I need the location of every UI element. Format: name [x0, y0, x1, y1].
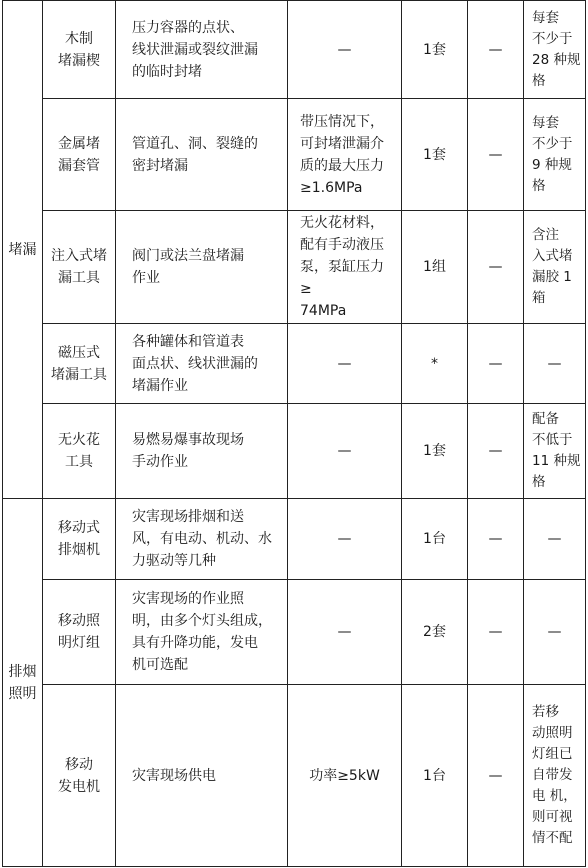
param-cell: 带压情况下， 可封堵泄漏介 质的最大压力 ≥1.6MPa	[288, 99, 402, 211]
name-cell: 木制 堵漏楔	[43, 1, 116, 99]
unit-cell: —	[468, 99, 524, 211]
purpose-cell: 灾害现场的作业照 明，由多个灯头组成， 具有升降功能，发电 机可选配	[116, 580, 288, 685]
table-row	[3, 211, 586, 324]
param-cell: —	[288, 499, 402, 580]
purpose-cell: 易燃易爆事故现场 手动作业	[116, 404, 288, 499]
name-cell: 移动 发电机	[43, 685, 116, 867]
unit-cell: —	[468, 685, 524, 867]
name-cell: 无火花 工具	[43, 404, 116, 499]
purpose-cell: 压力容器的点状、 线状泄漏或裂纹泄漏 的临时封堵	[116, 1, 288, 99]
category-cell	[3, 499, 43, 867]
table-row	[3, 499, 586, 580]
category-label: 堵漏	[8, 241, 37, 258]
qty-cell: 1套	[402, 404, 468, 499]
qty-cell: 1组	[402, 211, 468, 324]
purpose-cell: 灾害现场供电	[116, 685, 288, 867]
qty-cell: 1台	[402, 685, 468, 867]
name-cell: 注入式堵 漏工具	[43, 211, 116, 324]
qty-cell: 2套	[402, 580, 468, 685]
qty-cell: 1台	[402, 499, 468, 580]
table-row	[3, 685, 586, 867]
note-cell: —	[524, 324, 586, 404]
unit-cell: —	[468, 211, 524, 324]
param-cell: 功率≥5kW	[288, 685, 402, 867]
name-cell: 移动式 排烟机	[43, 499, 116, 580]
name-cell: 金属堵 漏套管	[43, 99, 116, 211]
purpose-cell: 阀门或法兰盘堵漏 作业	[116, 211, 288, 324]
note-cell: 每套 不少于 28 种规 格	[524, 1, 586, 99]
category-label: 排烟 照明	[8, 663, 37, 702]
unit-cell: —	[468, 580, 524, 685]
note-cell: 配备 不低于 11 种规 格	[524, 404, 586, 499]
param-cell: 无火花材料， 配有手动液压 泵，泵缸压力≥ 74MPa	[288, 211, 402, 324]
purpose-cell: 灾害现场排烟和送 风，有电动、机动、水 力驱动等几种	[116, 499, 288, 580]
note-cell: —	[524, 580, 586, 685]
purpose-cell: 管道孔、洞、裂缝的 密封堵漏	[116, 99, 288, 211]
unit-cell: —	[468, 324, 524, 404]
note-cell: 含注 入式堵 漏胶 1 箱	[524, 211, 586, 324]
note-cell: —	[524, 499, 586, 580]
table-row	[3, 404, 586, 499]
table-row	[3, 580, 586, 685]
qty-cell: *	[402, 324, 468, 404]
table-row	[3, 1, 586, 99]
param-cell: —	[288, 580, 402, 685]
name-cell: 移动照 明灯组	[43, 580, 116, 685]
unit-cell: —	[468, 499, 524, 580]
category-cell	[3, 1, 43, 499]
purpose-cell: 各种罐体和管道表 面点状、线状泄漏的 堵漏作业	[116, 324, 288, 404]
equipment-table	[2, 0, 586, 867]
qty-cell: 1套	[402, 99, 468, 211]
note-cell: 若移 动照明 灯组已 自带发 电 机， 则可视 情不配	[524, 685, 586, 867]
unit-cell: —	[468, 404, 524, 499]
note-cell: 每套 不少于 9 种规 格	[524, 99, 586, 211]
param-cell: —	[288, 404, 402, 499]
name-cell: 磁压式 堵漏工具	[43, 324, 116, 404]
param-cell: —	[288, 324, 402, 404]
param-cell: —	[288, 1, 402, 99]
table-row	[3, 99, 586, 211]
unit-cell: —	[468, 1, 524, 99]
table-row	[3, 324, 586, 404]
qty-cell: 1套	[402, 1, 468, 99]
